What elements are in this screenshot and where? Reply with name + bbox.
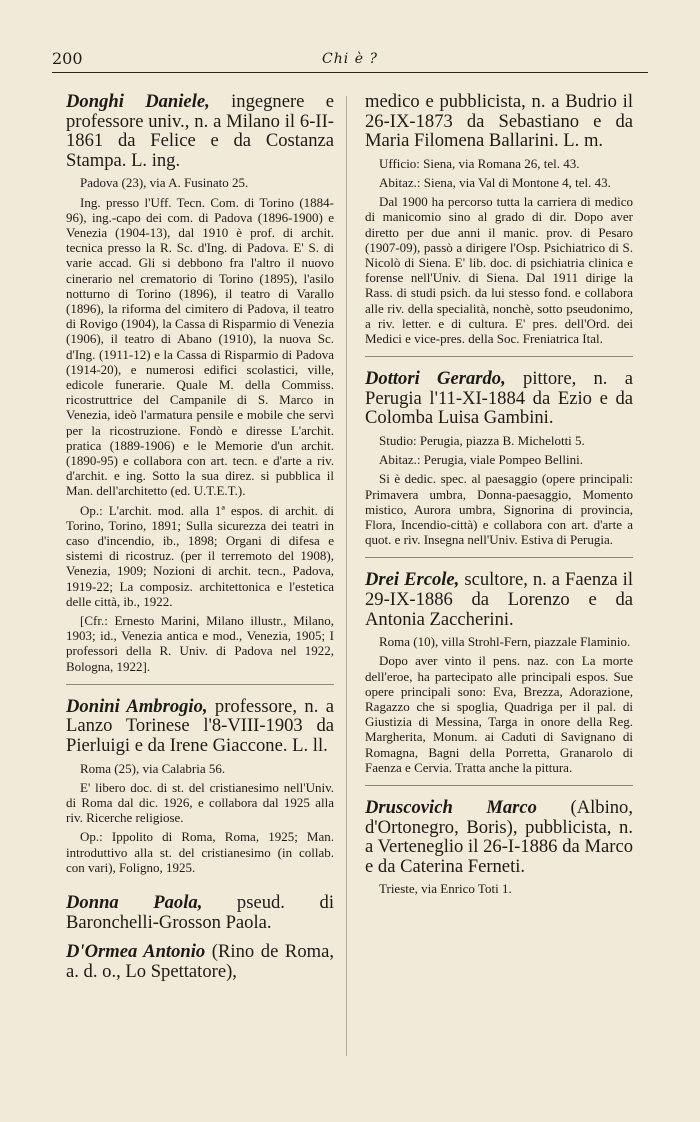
entry-separator <box>66 684 334 685</box>
entry-heading-text: professore, n. a Lanzo Torinese l'8-VIII-1903 da Pierluigi e da Irene Giaccone. L. ll. <box>66 695 334 757</box>
entry-heading-text: medico e pubblicista, n. a Budrio il 26-IX-1873 da Sebastiano e da Maria Filomena Ballarini. L. m. <box>365 91 633 152</box>
entry-address: Roma (25), via Calabria 56. <box>80 760 226 776</box>
entry-address: Abitaz.: Perugia, viale Pompeo Bellini. <box>379 452 583 468</box>
entry-donghi <box>66 92 334 674</box>
entry-biography: Si è dedic. spec. al paesaggio (opere principali: Primavera umbra, Donna-paesaggio, Momento mistico, Aurora umbra, Signorina di provincia, Flora, Incendio-città) e collabora con art. d'arte a quot. e riv. Insegna nell'Univ. Estiva di Perugia. <box>365 471 633 548</box>
entry-name: D'Ormea Antonio <box>66 941 206 963</box>
entry-address: Abitaz.: Siena, via Val di Montone 4, tel. 43. <box>379 174 611 190</box>
entry-name: Donghi Daniele, <box>66 91 210 112</box>
entry-name: Donna Paola, <box>66 892 203 914</box>
left-column <box>66 92 334 991</box>
entry-address: Roma (10), villa Strohl-Fern, piazzale Flaminio. <box>379 634 631 650</box>
entry-heading <box>365 798 633 876</box>
entry-works: Op.: Ippolito di Roma, Roma, 1925; Man. introduttivo alla st. del cristianesimo (in collab. con vari), Foligno, 1925. <box>66 829 334 875</box>
entry-references: [Cfr.: Ernesto Marini, Milano illustr., Milano, 1903; id., Venezia antica e mod., Venezia, 1905; I professori della R. Univ. di Padova nel 1922, Bologna, 1922]. <box>66 613 334 674</box>
entry-heading <box>365 369 633 428</box>
right-column <box>365 92 633 907</box>
running-title: Chi è ? <box>322 51 378 67</box>
entry-heading-text: pittore, n. a Perugia l'11-XI-1884 da Ezio e da Colomba Luisa Gambini. <box>365 368 633 429</box>
entry-name: Druscovich Marco <box>365 797 537 819</box>
entry-druscovich <box>365 798 633 897</box>
entry-separator <box>365 557 633 558</box>
entry-works: Op.: L'archit. mod. alla 1ª espos. di archit. di Torino, Torino, 1891; Sulla sicurezza dei teatri in caso d'incendio, ib., 1898; Organi di difesa e sistemi di ricostruz. (per il terremoto del 1908), Venezia, 1909; Nozioni di archit. tecn., Padova, 1919-22; La composiz. architettonica e l'estetica delle città, ib., 1922. <box>66 502 334 609</box>
entry-heading-text: ingegnere e professore univ., n. a Milano il 6-II-1861 da Felice e da Costanza Stampa. L. ing. <box>66 91 334 171</box>
entry-heading <box>365 92 633 151</box>
entry-name: Drei Ercole, <box>365 569 460 591</box>
entry-heading-text: pseud. di Baronchelli-Grosson Paola. <box>66 892 334 933</box>
entry-heading <box>66 893 334 932</box>
entry-address: Trieste, via Enrico Toti 1. <box>379 881 512 897</box>
entry-studio: Studio: Perugia, piazza B. Michelotti 5. <box>379 433 585 448</box>
entry-heading-text: scultore, n. a Faenza il 29-IX-1886 da Lorenzo e da Antonia Zaccherini. <box>365 569 633 630</box>
entry-heading <box>66 697 334 756</box>
entry-name: Dottori Gerardo, <box>365 368 506 390</box>
entry-donna-paola <box>66 893 334 932</box>
entry-biography: E' libero doc. di st. del cristianesimo nell'Univ. di Roma dal dic. 1926, e collabora dal 1925 alla riv. Ricerche religiose. <box>66 779 334 826</box>
entry-dormea-continued <box>365 92 633 346</box>
entry-donini <box>66 697 334 875</box>
entry-heading-text: (Albino, d'Ortonegro, Boris), pubblicista, n. a Verteneglio il 26-I-1886 da Marco e da Caterina Ferneti. <box>365 797 633 877</box>
entry-drei <box>365 570 633 775</box>
entry-heading <box>66 942 334 981</box>
page-header <box>52 46 648 73</box>
column-divider <box>346 96 347 1056</box>
entry-name: Donini Ambrogio, <box>66 695 208 717</box>
entry-biography: Dopo aver vinto il pens. naz. con La morte dell'eroe, ha partecipato alle principali espos. Sue opere principali sono: Eva, Brezza, Adorazione, Ragazzo che si spoglia, Quadriga per il pal. di Giustizia di Messina, Targa in onore della Reg. Margherita, Monum. ai Caduti di Savignano di Romagna, Bagni della Porretta, Granarolo di Faenza e Cervia. Tratta anche la pittura. <box>365 653 633 775</box>
entry-address: Padova (23), via A. Fusinato 25. <box>80 175 249 191</box>
entry-separator <box>365 785 633 786</box>
entry-biography: Dal 1900 ha percorso tutta la carriera di medico di manicomio sino al grado di dir. Dopo aver diretto per due anni il manic. prov. di Pesaro (1907-09), passò a dirigere l'Osp. Psichiatrico di S. Nicolò di Siena. E' lib. doc. di psichiatria clinica e forense nell'Univ. di Siena. Dal 1911 dirige la Rass. di studi psich. da lui stesso fond. e collabora alle riv. della specialità, nonchè, sotto pseudonimo, a riv. letter. e di cultura. E' pres. dell'Ord. dei Medici e vice-pres. della Soc. Freniatrica Ital. <box>365 194 633 347</box>
entry-office: Ufficio: Siena, via Romana 26, tel. 43. <box>379 155 580 171</box>
entry-separator <box>365 356 633 357</box>
entry-dormea <box>66 942 334 981</box>
page-number: 200 <box>52 49 83 68</box>
entry-dottori <box>365 369 633 547</box>
entry-heading <box>365 570 633 629</box>
entry-heading <box>66 92 334 170</box>
entry-heading-text: (Rino de Roma, a. d. o., Lo Spettatore), <box>66 941 334 982</box>
entry-biography: Ing. presso l'Uff. Tecn. Com. di Torino (1884-96), ing.-capo dei com. di Padova (1896-1900) e Venezia (1904-13), dal 1910 è prof. di archit. tecnica presso la R. Sc. d'Ing. di Padova. E' S. di varie accad. Gli si debbono fra l'altro il nuovo cinerario nel crematorio di Torino (1895), l'asilo notturno di Torino (1896), il teatro di Varallo (1896), la riforma del cimitero di Padova, il teatro di Rovigo (1904), la Cassa di Risparmio di Venezia (1906), il teatro di Abano (1910), la nuova Sc. d'Ing. (1911-12) e la Cassa di Risparmio di Padova (1914-20), e numerosi edifici scolastici, ville, edicole funerarie. Quale M. della Commiss. ricostruttrice del Campanile di S. Marco in Venezia, ideò l'armatura pensile e mobile che servì per la ricostruzione. Fondò e diresse L'archit. pratica (1889-1906) e le Memorie d'un archit. (1890-95) e collabora con art. tecn. e d'arte a riv. d'archit. e ing. Sotto la sua direz. si pubblica il Man. dell'architetto (ed. U.T.E.T.). <box>66 194 334 499</box>
